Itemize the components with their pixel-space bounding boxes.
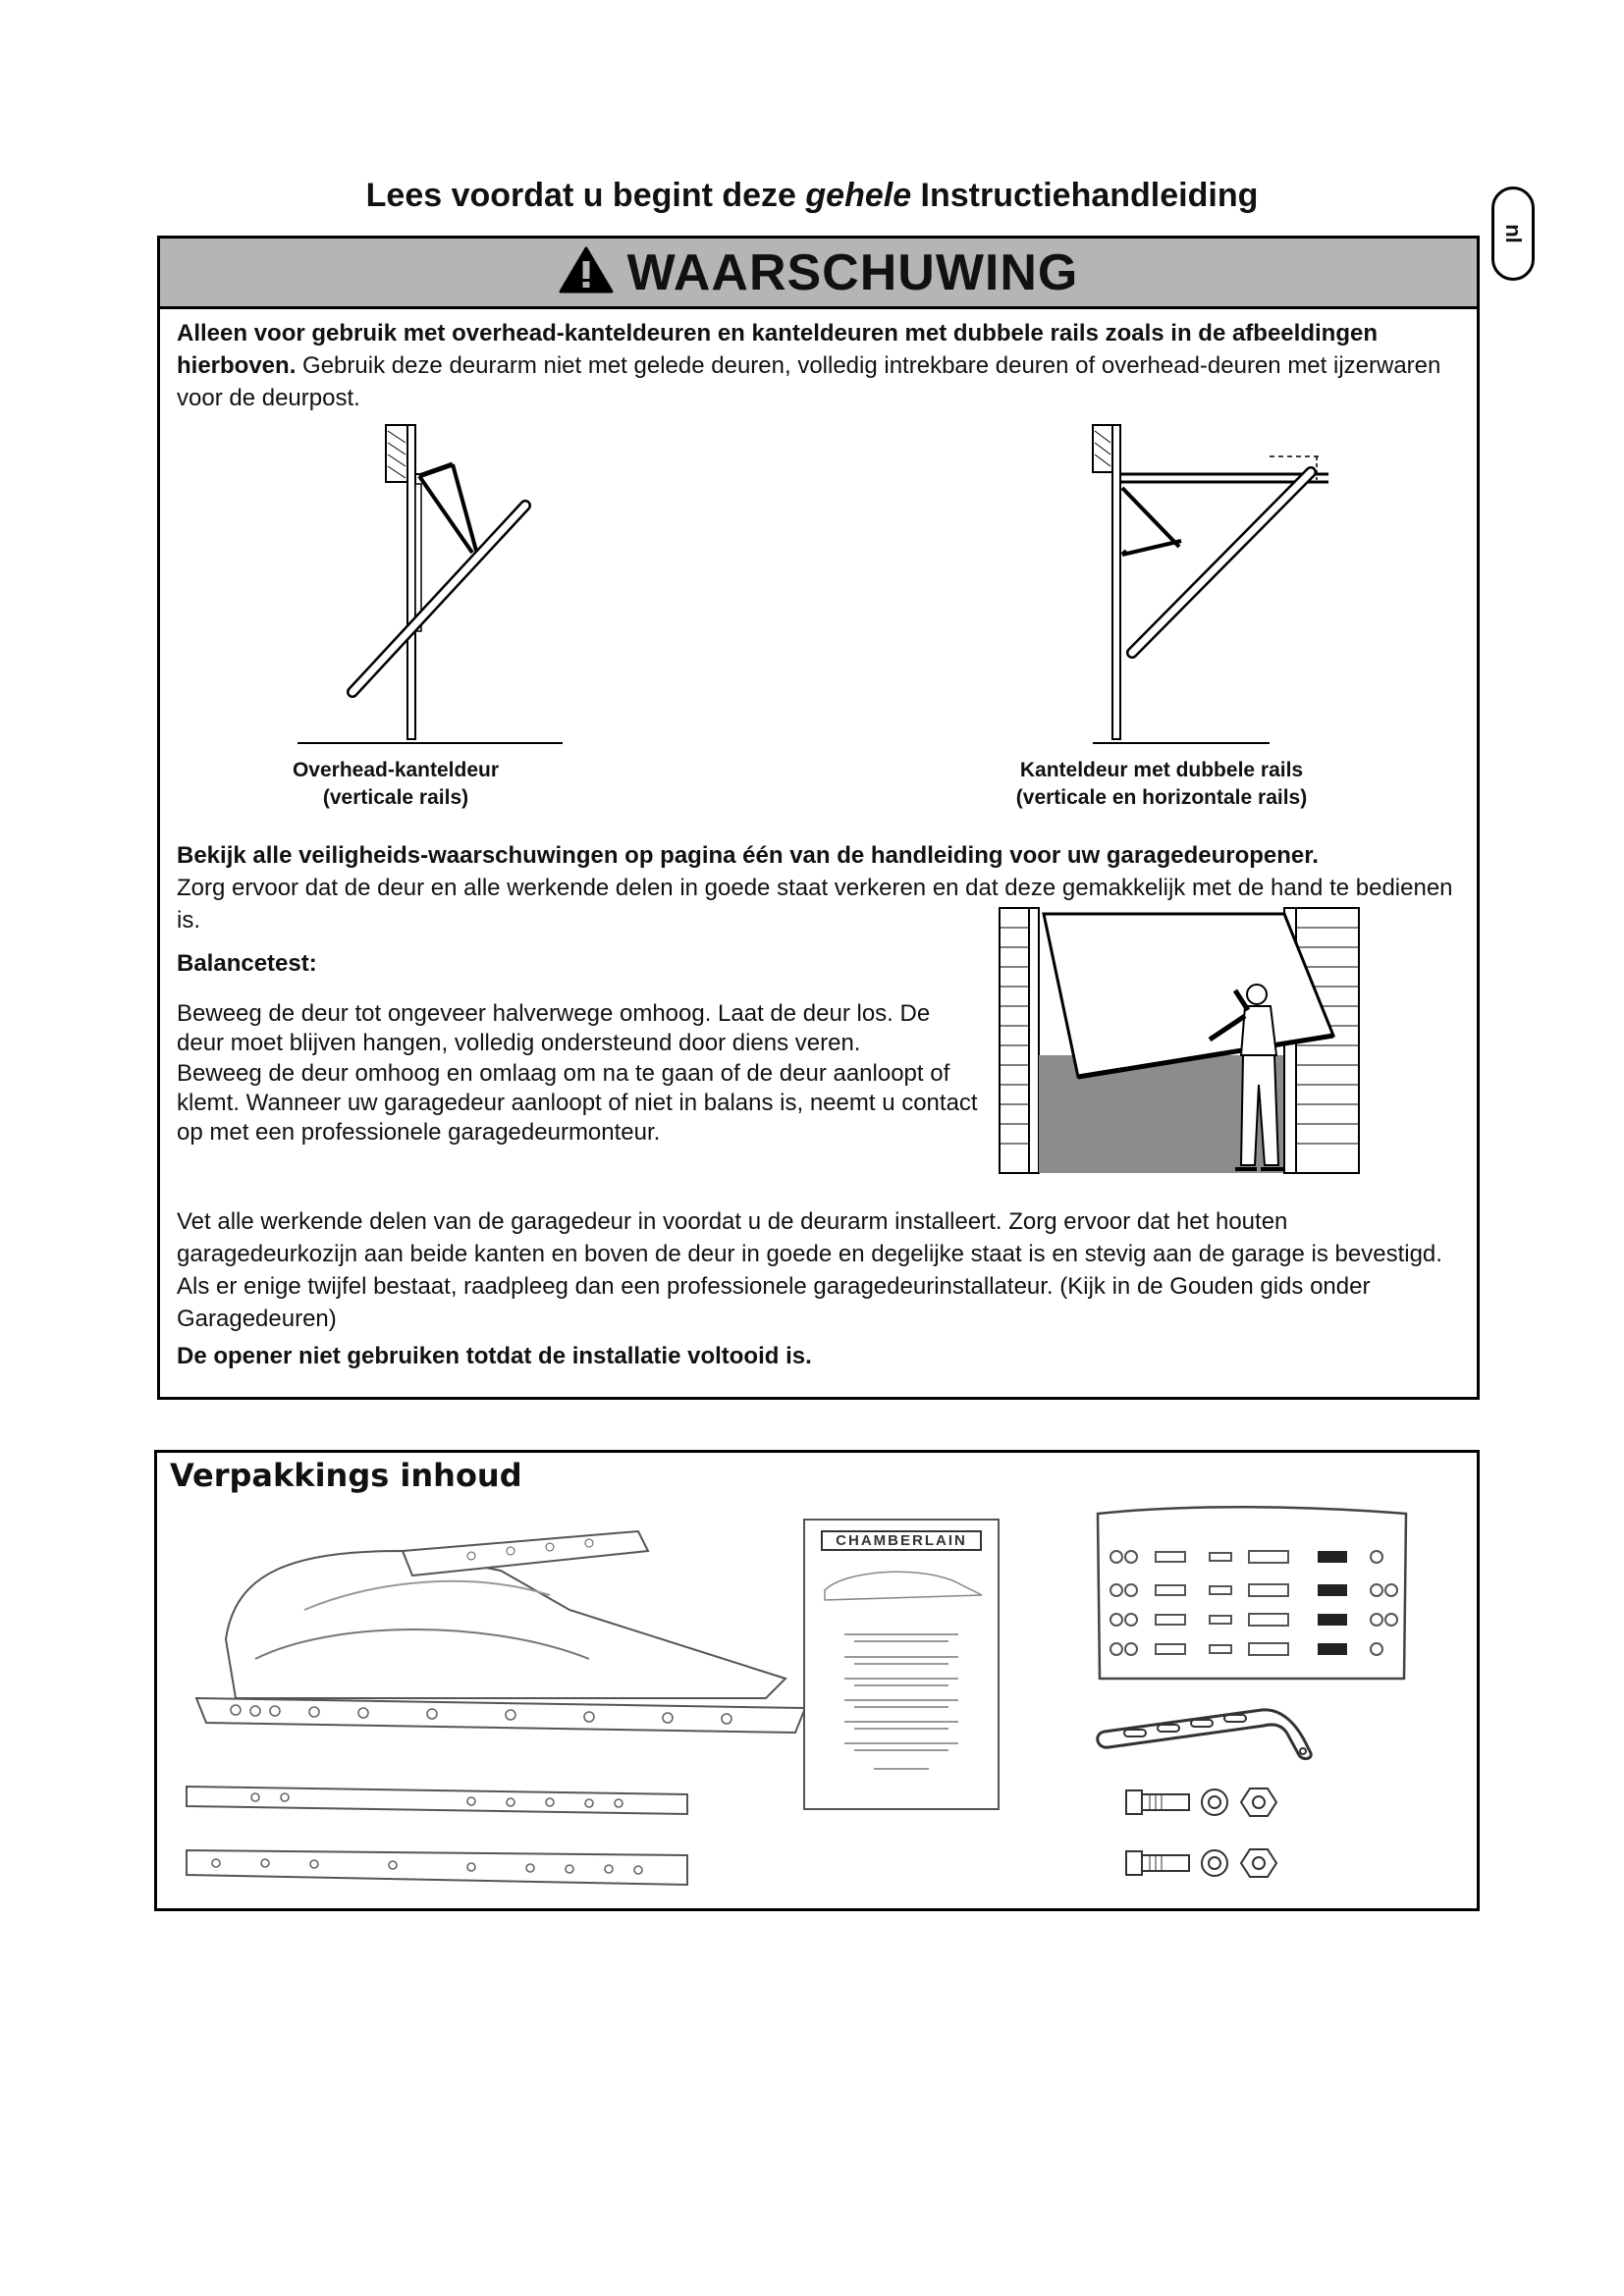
safety-text: Zorg ervoor dat de deur en alle werkende delen in goede staat verkeren en dat deze gemakkelijk met de hand te bedienen is. xyxy=(177,875,1453,934)
door-arm-assembly-illustration xyxy=(177,1512,805,1777)
final-warning: De opener niet gebruiken totdat de installatie voltooid is. xyxy=(177,1343,812,1369)
package-contents-box xyxy=(154,1450,1480,1911)
grease-paragraph: Vet alle werkende delen van de garagedeur in voordat u de deurarm installeert. Zorg ervoor dat het houten garagedeurkozijn aan beide kanten en boven de deur in goede en degelijke staat is en stevig aan de garage is bevestigd. Als er enige twijfel bestaat, raadpleeg dan een professionele garagedeurinstallateur. (Kijk in de Gouden gids onder Garagedeuren) xyxy=(177,1208,1442,1332)
overhead-door-caption xyxy=(248,757,543,812)
warning-header xyxy=(160,239,1477,309)
manual-brand: CHAMBERLAIN xyxy=(821,1530,982,1551)
double-rail-door-caption-line2: (verticale en horizontale rails) xyxy=(1015,786,1308,809)
overhead-door-diagram xyxy=(298,425,592,759)
overhead-door-caption-line1: Overhead-kanteldeur xyxy=(292,759,500,781)
warning-intro-bold: Alleen voor gebruik met overhead-kanteldeuren en kanteldeuren met dubbele rails zoals in de afbeeldingen hierboven. xyxy=(177,320,1378,379)
title-part1: Lees voordat u begint deze xyxy=(365,177,806,214)
title-emphasis: gehele xyxy=(805,177,912,214)
warning-triangle-icon xyxy=(559,245,614,294)
warning-intro-text: Gebruik deze deurarm niet met gelede deuren, volledig intrekbare deuren of overhead-deuren met ijzerwaren voor de deurpost. xyxy=(177,352,1441,411)
bolt-sets-illustration xyxy=(1124,1781,1301,1889)
hardware-bag-illustration xyxy=(1092,1502,1411,1683)
double-rail-door-diagram xyxy=(1093,425,1407,759)
double-rail-door-caption xyxy=(936,757,1387,812)
package-title: Verpakkings inhoud xyxy=(170,1457,522,1494)
page-title xyxy=(0,177,1624,215)
warning-title: WAARSCHUWING xyxy=(626,244,1079,301)
manual-cover-illustration-icon xyxy=(805,1551,998,1777)
safety-bold: Bekijk alle veiligheids-waarschuwingen op pagina één van de handleiding voor uw garagedeuropener. xyxy=(177,842,1319,869)
warning-box xyxy=(157,236,1480,1400)
double-rail-door-caption-line1: Kanteldeur met dubbele rails xyxy=(1019,759,1304,781)
balance-text-1: Beweeg de deur tot ongeveer halverwege omhoog. Laat de deur los. De deur moet blijven hangen, volledig ondersteund door diens veren. xyxy=(177,1000,931,1056)
language-code: nl xyxy=(1501,224,1526,243)
balance-heading: Balancetest: xyxy=(177,950,317,977)
language-tab xyxy=(1491,187,1535,281)
balance-text-2: Beweeg de deur omhoog en omlaag om na te gaan of de deur aanloopt of klemt. Wanneer uw garagedeur aanloopt of niet in balans is, neemt u contact op met een professionele garagedeurmonteur. xyxy=(177,1060,978,1146)
manual-booklet xyxy=(803,1519,1000,1810)
title-part2: Instructiehandleiding xyxy=(911,177,1259,214)
balance-test-illustration xyxy=(1000,908,1363,1178)
overhead-door-caption-line2: (verticale rails) xyxy=(322,786,469,809)
mounting-rails-illustration xyxy=(177,1777,805,1904)
warning-intro xyxy=(177,317,1463,414)
bent-bracket-illustration xyxy=(1095,1704,1321,1763)
